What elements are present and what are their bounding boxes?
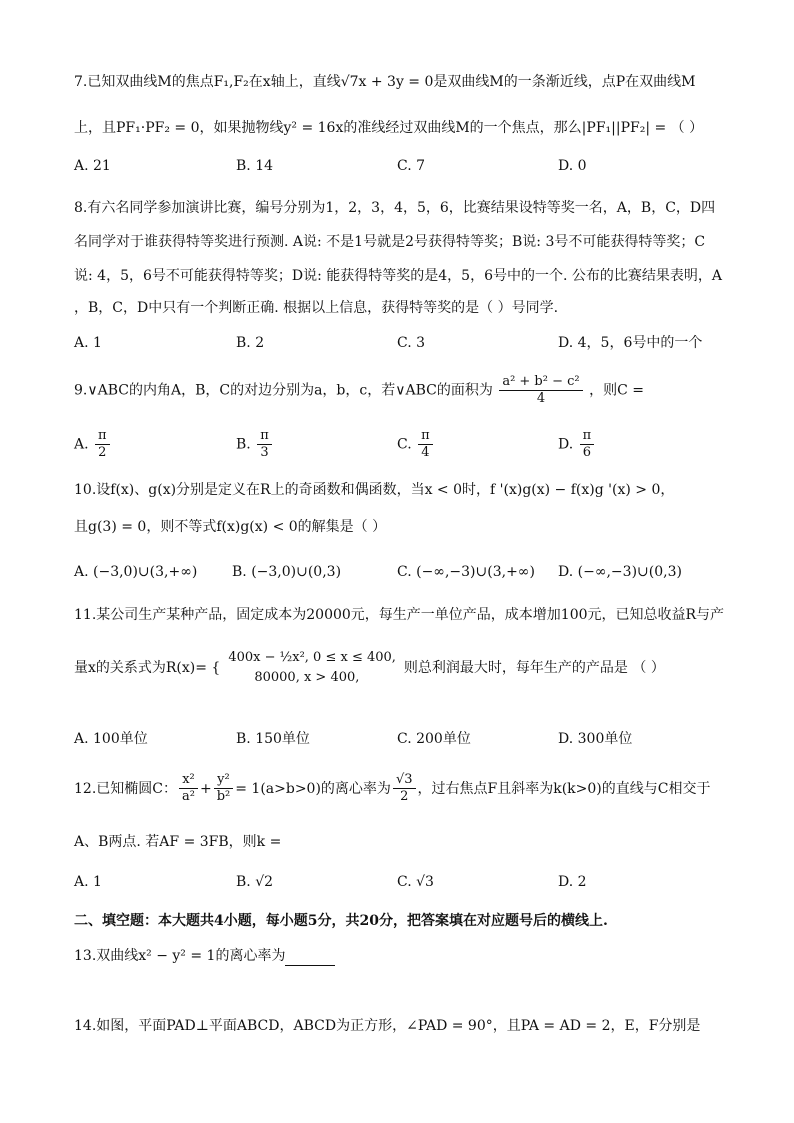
q9-option-a <box>74 428 112 461</box>
q13-answer-blank <box>285 951 335 966</box>
q11-piece1: 400x − ½x², 0 ≤ x ≤ 400, <box>228 650 396 665</box>
q9-option-b <box>236 428 274 461</box>
q9-area-fraction <box>499 374 582 407</box>
section-heading: 二、填空题：本大题共4小题，每小题5分，共20分，把答案填在对应题号后的横线上. <box>74 913 608 929</box>
q9-frac-den: 4 <box>536 391 546 406</box>
q10-option-a: A. (−3,0)∪(3,+∞) <box>74 564 198 580</box>
q12-option-a: A. 1 <box>74 874 102 890</box>
q9-option-den: 2 <box>98 445 107 460</box>
q7-line2: 上，且PF₁·PF₂ = 0，如果抛物线y² = 16x的准线经过双曲线M的一个焦点，那么|PF₁||PF₂| = （ ） <box>74 120 704 136</box>
q9-option-label: B. <box>236 436 251 453</box>
q10-line2: 且g(3) = 0，则不等式f(x)g(x) < 0的解集是（ ） <box>74 519 387 535</box>
q12-mid: = 1(a>b>0)的离心率为 <box>235 780 391 797</box>
q12-ellipse-b: b² <box>216 789 231 804</box>
q10-option-c: C. (−∞,−3)∪(3,+∞) <box>397 564 535 580</box>
q12-ecc-num: √3 <box>393 772 416 789</box>
q7-option-b: B. 14 <box>236 158 274 174</box>
q12-suffix: ，过右焦点F且斜率为k(k>0)的直线与C相交于 <box>417 780 711 797</box>
q9-option-c <box>397 428 435 461</box>
q12-ellipse-x: x² <box>179 772 198 789</box>
q12-stem: 12.已知椭圆C： $\frac{\text{x²}}{\text{a²}}$ + $\frac{\text{y²}}{\text{b²}}$ = 1(a>b>0)的离心率为 $\frac{√3}{2}$ ，过右焦点F且斜率为k(k>0)的直线与C相交于 <box>74 772 711 804</box>
q11-line2 <box>74 648 665 688</box>
q8-line4: ，B，C，D中只有一个判断正确. 根据以上信息，获得特等奖的是（ ）号同学. <box>74 300 559 316</box>
q9-prefix: 9.∨ABC的内角A，B，C的对边分别为a，b，c，若∨ABC的面积为 <box>74 382 493 399</box>
q14-line1: 14.如图，平面PAD⊥平面ABCD，ABCD为正方形，∠PAD = 90°，且PA = AD = 2，E，F分别是 <box>74 1018 701 1034</box>
q8-line3: 说: 4，5，6号不可能获得特等奖；D说: 能获得特等奖的是4，5，6号中的一个. 公布的比赛结果表明，A <box>74 268 723 284</box>
q8-line2: 名同学对于谁获得特等奖进行预测. A说: 不是1号就是2号获得特等奖；B说: 3号不可能获得特等奖；C <box>74 234 706 250</box>
q9-option-label: D. <box>558 436 574 453</box>
q11-prefix: 量x的关系式为R(x)= { <box>74 660 221 676</box>
q11-option-b: B. 150单位 <box>236 731 310 747</box>
q11-option-d: D. 300单位 <box>558 731 633 747</box>
q12-option-c: C. √3 <box>397 874 434 890</box>
q7-option-a: A. 21 <box>74 158 111 174</box>
q12-ecc-frac <box>393 772 416 805</box>
q11-piece2: 80000, x > 400, <box>254 670 360 685</box>
q9-option-den: 4 <box>421 445 430 460</box>
q9-option-num: π <box>580 428 595 445</box>
q10-option-d: D. (−∞,−3)∪(0,3) <box>558 564 682 580</box>
q12-ecc-den: 2 <box>400 789 409 804</box>
q9-option-num: π <box>95 428 110 445</box>
q12-ellipse-a: a² <box>181 789 195 804</box>
q9-frac-num: a² + b² − c² <box>499 374 582 391</box>
q9-option-den: 3 <box>260 445 269 460</box>
q9-option-num: π <box>257 428 272 445</box>
q12-ellipse-y-frac <box>214 772 234 805</box>
q12-prefix: 12.已知椭圆C： <box>74 780 177 797</box>
q11-piecewise <box>228 648 396 688</box>
q7-option-d: D. 0 <box>558 158 587 174</box>
q8-line1: 8.有六名同学参加演讲比赛，编号分别为1，2，3，4，5，6，比赛结果设特等奖一名，A，B，C，D四 <box>74 200 716 216</box>
q7-option-c: C. 7 <box>397 158 426 174</box>
q11-option-a: A. 100单位 <box>74 731 148 747</box>
q12-ellipse-y: y² <box>214 772 233 789</box>
q12-option-b: B. √2 <box>236 874 274 890</box>
q11-suffix: 则总利润最大时，每年生产的产品是 （ ） <box>403 660 665 676</box>
q8-option-b: B. 2 <box>236 335 265 351</box>
q9-suffix: ，则C = <box>589 382 644 399</box>
q9-option-label: A. <box>74 436 89 453</box>
q13-text: 13.双曲线x² − y² = 1的离心率为 <box>74 948 286 964</box>
q9-option-d <box>558 428 596 461</box>
q12-option-d: D. 2 <box>558 874 587 890</box>
q11-line1: 11.某公司生产某种产品，固定成本为20000元，每生产一单位产品，成本增加100元，已知总收益R与产 <box>74 607 725 623</box>
q9-stem <box>74 374 644 407</box>
q12-line2: A、B两点. 若AF = 3FB，则k = <box>74 834 282 850</box>
q8-option-c: C. 3 <box>397 335 426 351</box>
q13-line <box>74 946 335 966</box>
q10-line1: 10.设f(x)、g(x)分别是定义在R上的奇函数和偶函数，当x < 0时，f '(x)g(x) − f(x)g '(x) > 0， <box>74 482 675 498</box>
q8-option-a: A. 1 <box>74 335 102 351</box>
q12-ellipse-x-frac <box>179 772 198 805</box>
q7-line1: 7.已知双曲线M的焦点F₁,F₂在x轴上，直线√7x + 3y = 0是双曲线M的一条渐近线，点P在双曲线M <box>74 74 696 90</box>
q10-option-b: B. (−3,0)∪(0,3) <box>232 564 342 580</box>
q11-option-c: C. 200单位 <box>397 731 471 747</box>
q9-option-den: 6 <box>582 445 592 460</box>
q9-option-num: π <box>418 428 433 445</box>
q8-option-d: D. 4，5，6号中的一个 <box>558 335 703 351</box>
q9-option-label: C. <box>397 436 412 453</box>
